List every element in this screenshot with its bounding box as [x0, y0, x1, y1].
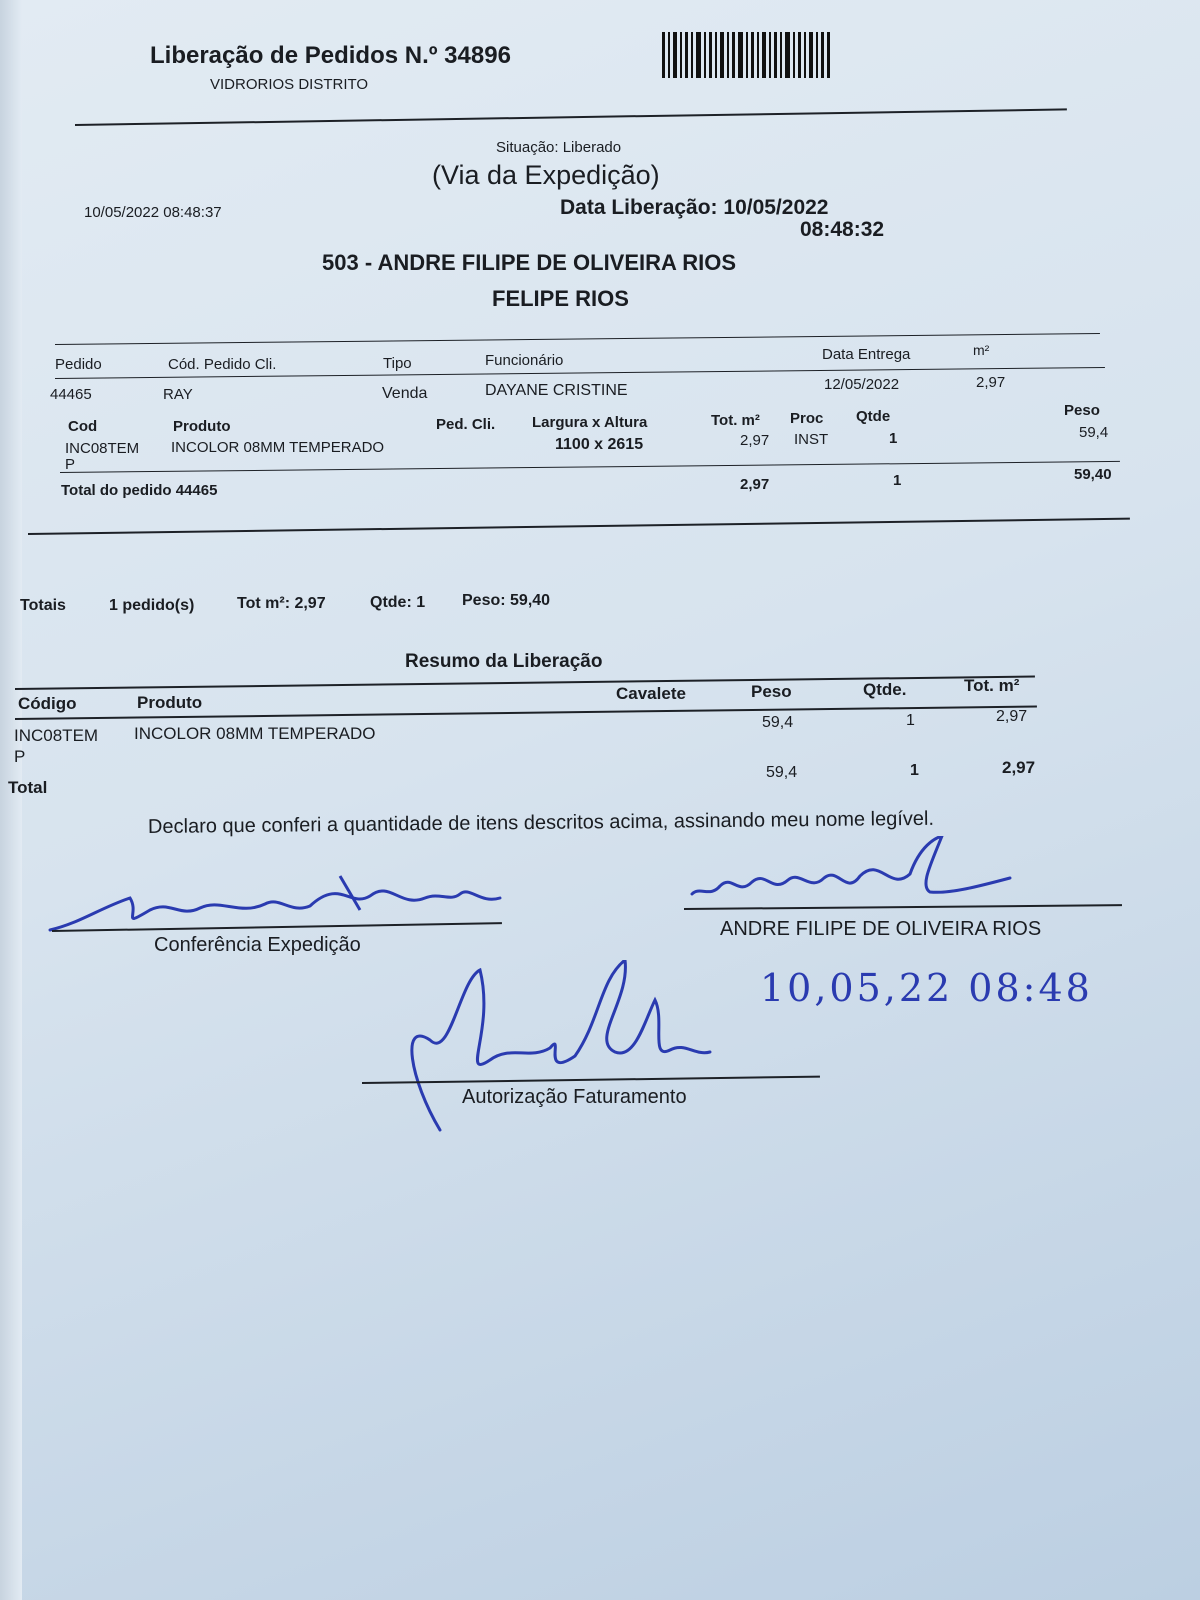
- handwritten-date: 10,05,22 08:48: [760, 966, 1093, 1010]
- item-dimensions: 1100 x 2615: [555, 436, 644, 453]
- order-type: Venda: [382, 385, 428, 402]
- order-total-m2: 2,97: [740, 476, 770, 493]
- summary-row-product: INCOLOR 08MM TEMPERADO: [134, 724, 376, 743]
- print-datetime: 10/05/2022 08:48:37: [84, 204, 222, 221]
- order-client-code: RAY: [163, 386, 193, 403]
- item-col-cod: Cod: [68, 418, 98, 435]
- order-total-label: Total do pedido 44465: [61, 482, 218, 499]
- item-col-peso: Peso: [1064, 402, 1100, 419]
- conferencia-label: Conferência Expedição: [154, 934, 361, 956]
- order-total-peso: 59,40: [1074, 466, 1112, 483]
- col-tipo: Tipo: [383, 355, 412, 372]
- autorizacao-label: Autorização Faturamento: [462, 1086, 687, 1108]
- item-proc: INST: [794, 431, 829, 448]
- item-tot-m2: 2,97: [740, 432, 770, 449]
- item-code-suffix: P: [65, 456, 76, 473]
- totals-qtde: Qtde: 1: [370, 594, 426, 611]
- client-signature-name: ANDRE FILIPE DE OLIVEIRA RIOS: [720, 918, 1042, 940]
- item-qtde: 1: [889, 430, 898, 447]
- col-cod-pedido-cli: Cód. Pedido Cli.: [168, 356, 277, 373]
- client-alias: FELIPE RIOS: [492, 286, 629, 311]
- item-col-tot-m2: Tot. m²: [711, 412, 760, 429]
- summary-title: Resumo da Liberação: [405, 651, 603, 672]
- order-top-rule: [55, 333, 1100, 345]
- status-situacao: Situação: Liberado: [496, 139, 622, 156]
- order-bottom-rule: [28, 518, 1130, 535]
- summary-col-tot-m2: Tot. m²: [964, 676, 1020, 695]
- paper-stack-edge: [0, 0, 22, 1600]
- item-col-qtde: Qtde: [856, 408, 891, 425]
- summary-col-peso: Peso: [751, 682, 792, 701]
- company-name: VIDRORIOS DISTRITO: [210, 76, 369, 93]
- order-delivery-date: 12/05/2022: [824, 376, 900, 393]
- summary-total-tot-m2: 2,97: [1002, 758, 1036, 777]
- summary-row-code-suffix: P: [14, 747, 26, 766]
- summary-col-qtde: Qtde.: [863, 680, 907, 699]
- client-name: 503 - ANDRE FILIPE DE OLIVEIRA RIOS: [322, 250, 736, 275]
- release-time: 08:48:32: [800, 218, 885, 241]
- summary-row-qtde: 1: [906, 712, 915, 729]
- autorizacao-signature: [400, 960, 720, 1140]
- item-col-produto: Produto: [173, 418, 231, 435]
- summary-total-label: Total: [8, 778, 48, 797]
- summary-col-cavalete: Cavalete: [616, 684, 686, 703]
- release-date: Data Liberação: 10/05/2022: [560, 196, 829, 219]
- order-number: 44465: [50, 386, 92, 403]
- item-col-largura-altura: Largura x Altura: [532, 414, 648, 431]
- totals-peso: Peso: 59,40: [462, 592, 551, 609]
- col-pedido: Pedido: [55, 356, 102, 373]
- summary-row-code: INC08TEM: [14, 726, 99, 745]
- barcode: [662, 32, 832, 78]
- order-employee: DAYANE CRISTINE: [485, 382, 628, 399]
- order-item-rule: [60, 461, 1120, 473]
- client-signature: [680, 836, 1020, 916]
- item-col-proc: Proc: [790, 410, 824, 427]
- totals-label: Totais: [20, 597, 66, 614]
- summary-total-peso: 59,4: [766, 764, 798, 781]
- declaration-text: Declaro que conferi a quantidade de itens descritos acima, assinando meu nome legível.: [147, 807, 935, 838]
- summary-row-tot-m2: 2,97: [996, 708, 1028, 725]
- item-code: INC08TEM: [65, 440, 140, 457]
- totals-m2: Tot m²: 2,97: [237, 595, 326, 612]
- summary-col-produto: Produto: [137, 693, 203, 712]
- item-col-ped-cli: Ped. Cli.: [436, 416, 496, 433]
- copy-label: (Via da Expedição): [432, 160, 660, 190]
- summary-col-codigo: Código: [18, 694, 77, 713]
- col-funcionario: Funcionário: [485, 352, 564, 369]
- col-m2: m²: [973, 342, 990, 358]
- header-divider: [75, 108, 1067, 126]
- totals-orders: 1 pedido(s): [109, 597, 195, 614]
- summary-total-qtde: 1: [910, 762, 919, 779]
- document-title: Liberação de Pedidos N.º 34896: [150, 42, 511, 69]
- col-data-entrega: Data Entrega: [822, 346, 911, 363]
- item-peso: 59,4: [1079, 424, 1109, 441]
- summary-row-peso: 59,4: [762, 714, 794, 731]
- item-product: INCOLOR 08MM TEMPERADO: [171, 439, 385, 456]
- order-m2: 2,97: [976, 374, 1006, 391]
- order-total-qtde: 1: [893, 472, 902, 489]
